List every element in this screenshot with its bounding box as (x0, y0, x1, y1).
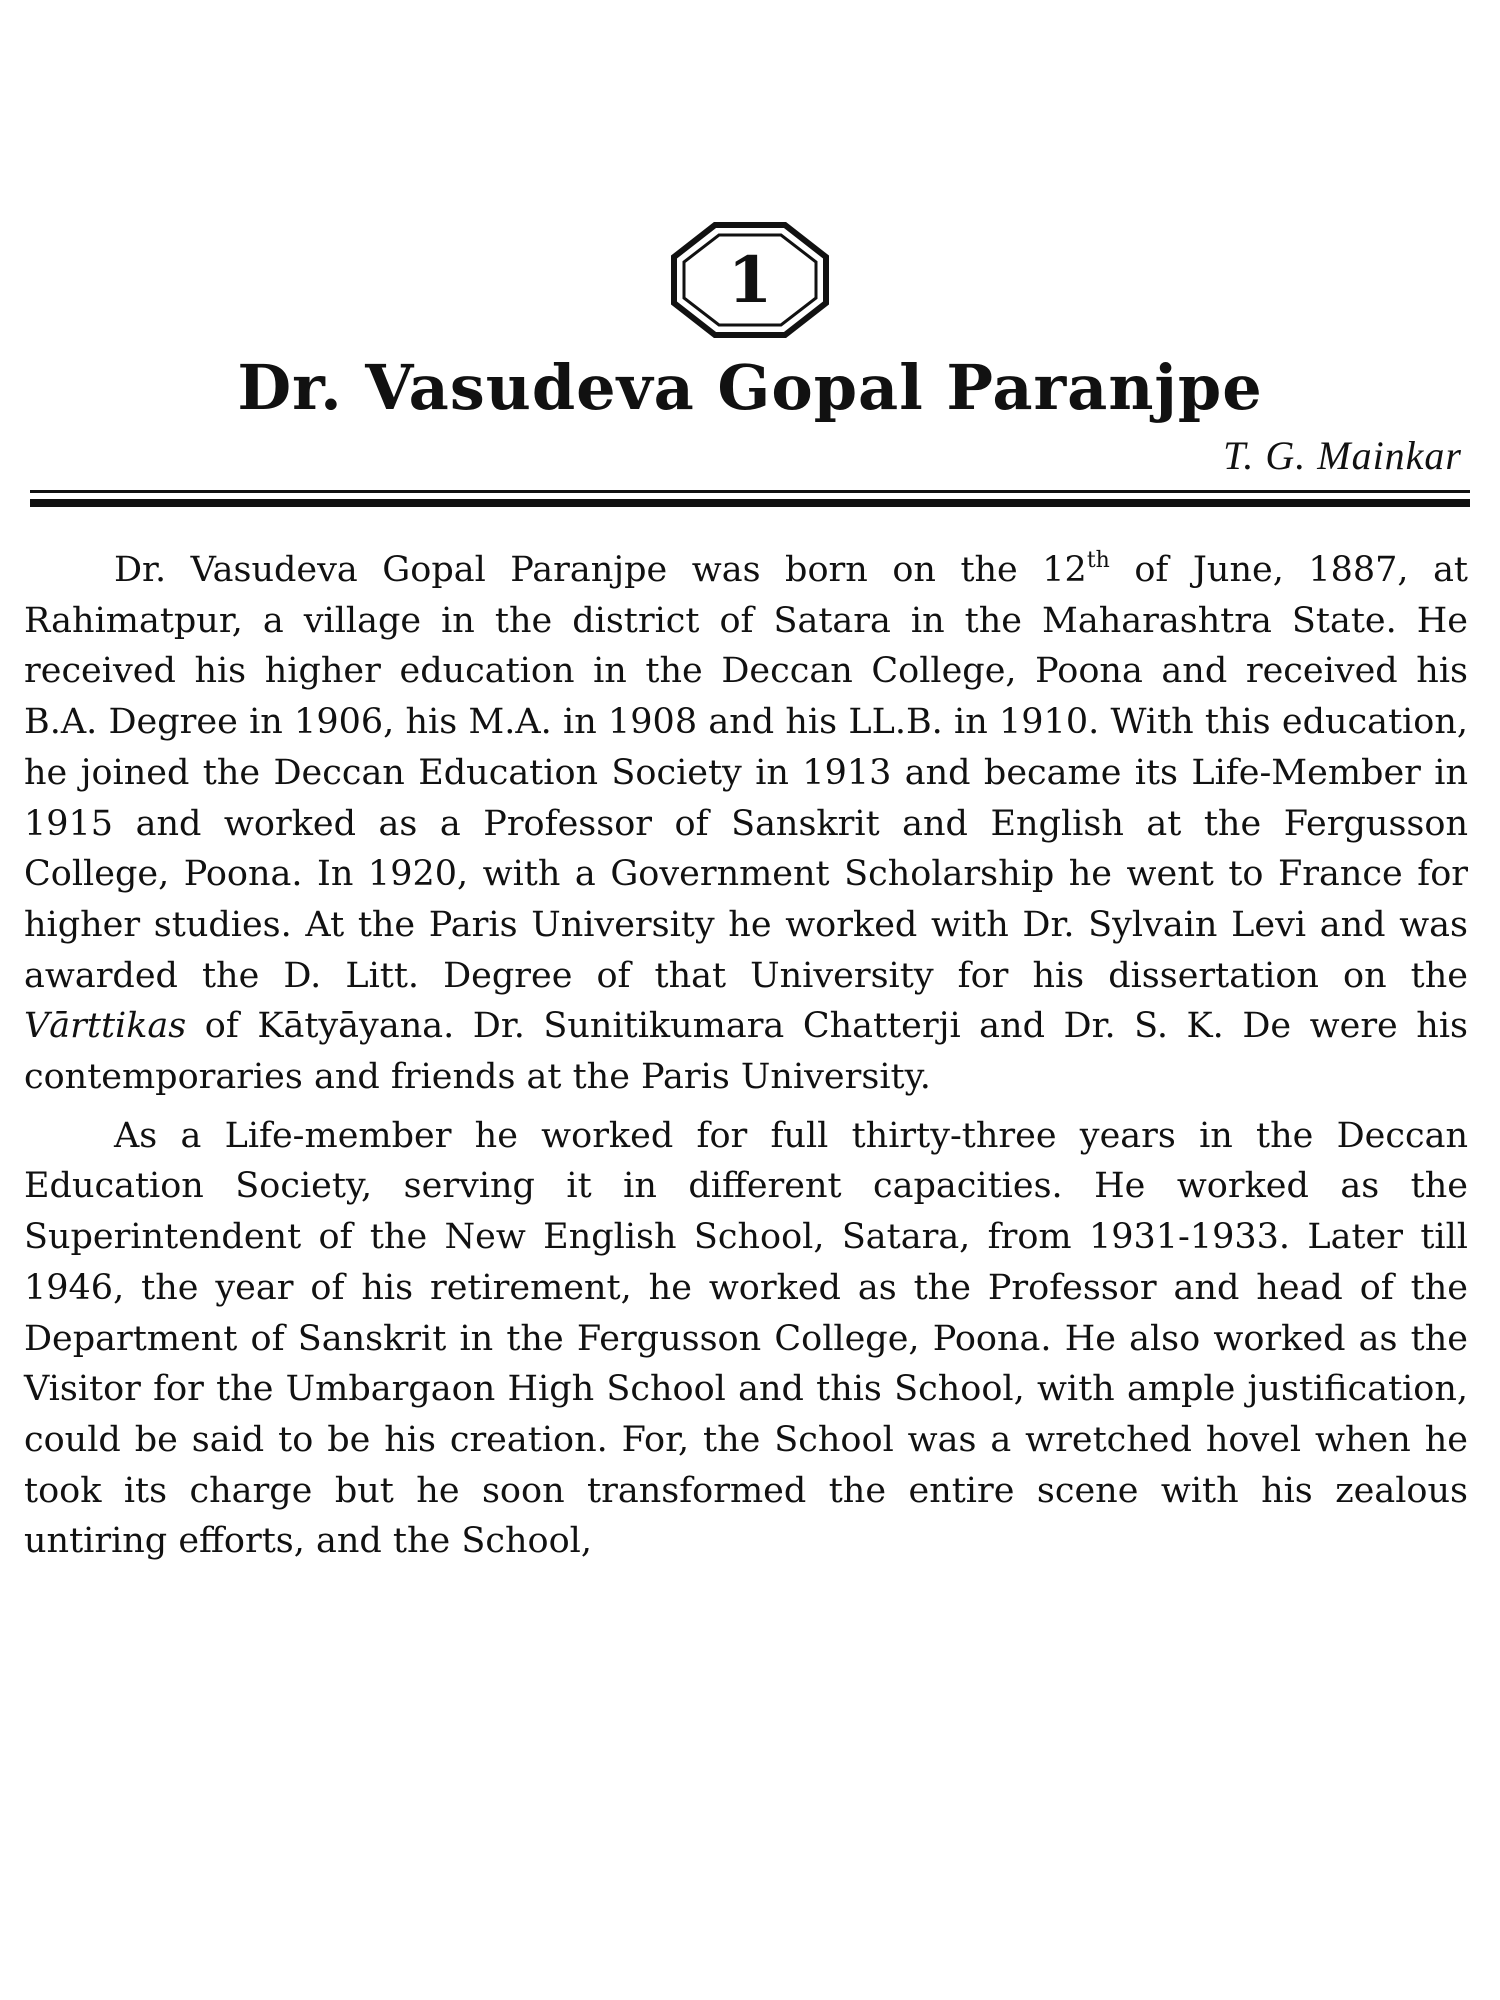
author-name: T. G. Mainkar (1223, 433, 1462, 478)
body-text (24, 545, 1468, 1567)
octagon-badge-icon (671, 222, 829, 338)
header-rule-thick (30, 499, 1470, 507)
paragraph-1-text-c: of Kātyāyana. Dr. Sunitikumara Chatterji and Dr. S. K. De were his contemporaries and friends at the Paris University. (24, 1006, 1468, 1098)
paragraph-1-text-a: Dr. Vasudeva Gopal Paranjpe was born on the 12 (114, 550, 1087, 590)
chapter-number-badge (671, 222, 829, 338)
italic-term: Vārttikas (24, 1006, 187, 1047)
ordinal-suffix: th (1086, 548, 1110, 573)
paragraph-1 (24, 545, 1468, 1103)
chapter-number: 1 (727, 243, 773, 318)
paragraph-1-text-b: of June, 1887, at Rahimatpur, a village in the district of Satara in the Maharashtra State. He received his higher education in the Deccan College, Poona and received his B.A. Degree in 1906, his M.A. in 1908 and his LL.B. in 1910. With this education, he joined the Deccan Education Society in 1913 and became its Life-Member in 1915 and worked as a Professor of Sanskrit and English at the Fergusson College, Poona. In 1920, with a Government Scholarship he went to France for higher studies. At the Paris University he worked with Dr. Sylvain Levi and was awarded the D. Litt. Degree of that University for his dissertation on the (24, 550, 1468, 996)
chapter-title: Dr. Vasudeva Gopal Paranjpe (237, 351, 1263, 424)
paragraph-2: As a Life-member he worked for full thirty-three years in the Deccan Education Society, serving it in different capacities. He worked as the Superintendent of the New English School, Satara, from 1931-1933. Later till 1946, the year of his retirement, he worked as the Professor and head of the Department of Sanskrit in the Fergusson College, Poona. He also worked as the Visitor for the Umbargaon High School and this School, with ample justification, could be said to be his creation. For, the School was a wretched hovel when he took its charge but he soon transformed the entire scene with his zealous untiring efforts, and the School, (24, 1115, 1468, 1562)
header-rule-thin (30, 490, 1470, 493)
